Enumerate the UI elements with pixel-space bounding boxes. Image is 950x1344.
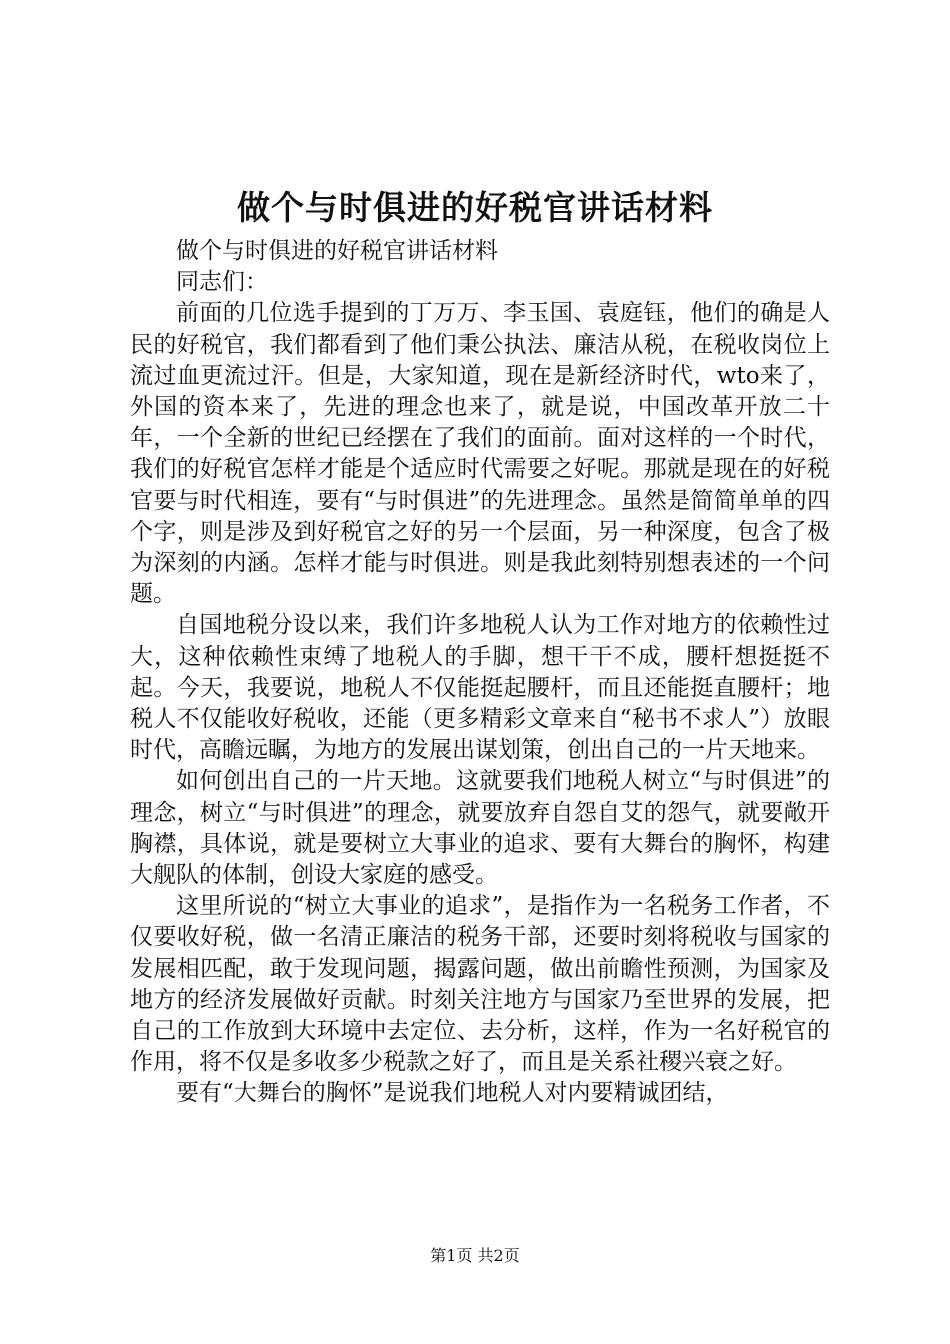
page-footer: 第1页 共2页: [430, 1246, 520, 1265]
paragraph-subtitle: 做个与时俱进的好税官讲话材料: [176, 238, 498, 264]
paragraph: 前面的几位选手提到的丁万万、李玉国、袁庭钰，他们的确是人民的好税官，我们都看到了他们秉公执法、廉洁从税，在税收岗位上流过血更流过汗。但是，大家知道，现在是新经济时代，wto来了，外国的资本来了，先进的理念也来了，就是说，中国改革开放二十年，一个全新的世纪已经摆在了我们的面前。面对这样的一个时代，我们的好税官怎样才能是个适应时代需要之好呢。那就是现在的好税官要与时代相连，要有“与时俱进”的先进理念。虽然是简简单单的四个字，则是涉及到好税官之好的另一个层面，另一种深度，包含了极为深刻的内涵。怎样才能与时俱进。则是我此刻特别想表述的一个问题。: [130, 300, 830, 608]
document-body: [130, 236, 830, 1110]
paragraph: 如何创出自己的一片天地。这就要我们地税人树立“与时俱进”的理念，树立“与时俱进”的理念，就要放弃自怨自艾的怨气，就要敞开胸襟，具体说，就是要树立大事业的追求、要有大舞台的胸怀，构建大舰队的体制，创设大家庭的感受。: [130, 768, 830, 889]
paragraph: 自国地税分设以来，我们许多地税人认为工作对地方的依赖性过大，这种依赖性束缚了地税人的手脚，想干干不成，腰杆想挺挺不起。今天，我要说，地税人不仅能挺起腰杆，而且还能挺直腰杆；地税人不仅能收好税收，还能（更多精彩文章来自“秘书不求人”）放眼时代，高瞻远瞩，为地方的发展出谋划策，创出自己的一片天地来。: [130, 612, 830, 764]
paragraph: 要有“大舞台的胸怀”是说我们地税人对内要精诚团结，: [176, 1080, 729, 1107]
paragraph: 这里所说的“树立大事业的追求”，是指作为一名税务工作者，不仅要收好税，做一名清正廉洁的税务干部，还要时刻将税收与国家的发展相匹配，敢于发现问题，揭露问题，做出前瞻性预测，为国家及地方的经济发展做好贡献。时刻关注地方与国家乃至世界的发展，把自己的工作放到大环境中去定位、去分析，这样，作为一名好税官的作用，将不仅是多收多少税款之好了，而且是关系社稷兴衰之好。: [130, 893, 830, 1076]
document-title: 做个与时俱进的好税官讲话材料: [237, 188, 713, 227]
paragraph-salutation: 同志们：: [176, 269, 268, 296]
